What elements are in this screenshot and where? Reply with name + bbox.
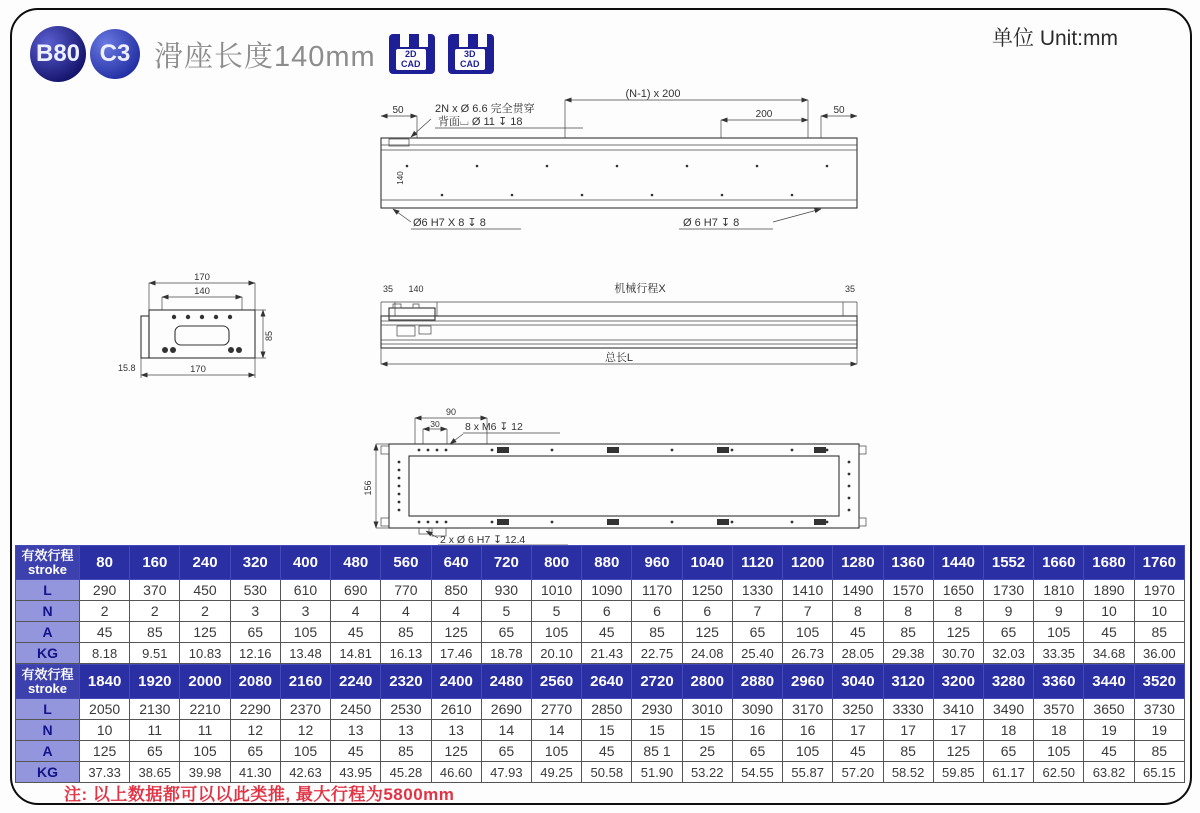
a-value-cell: 105	[1034, 622, 1084, 643]
stroke-value-cell: 2960	[783, 665, 833, 699]
l-value-cell: 1010	[531, 580, 581, 601]
l-value-cell: 2850	[582, 699, 632, 720]
a-value-cell: 125	[431, 741, 481, 762]
stroke-value-cell: 2800	[682, 665, 732, 699]
stroke-value-cell: 1120	[732, 546, 782, 580]
n-value-cell: 7	[783, 601, 833, 622]
l-value-cell: 530	[230, 580, 280, 601]
screw-note: 8 x M6 ↧ 12	[465, 421, 523, 433]
a-value-cell: 25	[682, 741, 732, 762]
a-value-cell: 105	[280, 622, 330, 643]
a-value-cell: 85	[883, 741, 933, 762]
a-value-cell: 85	[1134, 741, 1184, 762]
dim-90: 90	[445, 407, 457, 417]
l-value-cell: 3330	[883, 699, 933, 720]
kg-value-cell: 13.48	[280, 643, 330, 664]
a-value-cell: 125	[80, 741, 130, 762]
l-value-cell: 1250	[682, 580, 732, 601]
model-badge: C3	[90, 29, 140, 79]
a-value-cell: 45	[80, 622, 130, 643]
row-label-a: A	[16, 622, 80, 643]
row-n	[16, 601, 1185, 622]
top-view-drawing	[373, 86, 865, 236]
stroke-table-block-2	[15, 664, 1185, 783]
cross-section-drawing	[116, 270, 281, 388]
row-label-l: L	[16, 580, 80, 601]
kg-value-cell: 38.65	[130, 762, 180, 783]
a-value-cell: 45	[1084, 622, 1134, 643]
stroke-header-row	[16, 665, 1185, 699]
n-value-cell: 6	[632, 601, 682, 622]
n-value-cell: 13	[331, 720, 381, 741]
n-value-cell: 4	[431, 601, 481, 622]
stroke-value-cell: 960	[632, 546, 682, 580]
a-value-cell: 105	[783, 741, 833, 762]
kg-value-cell: 58.52	[883, 762, 933, 783]
l-value-cell: 930	[481, 580, 531, 601]
a-value-cell: 65	[732, 622, 782, 643]
n-value-cell: 11	[180, 720, 230, 741]
a-value-cell: 85	[632, 622, 682, 643]
stroke-value-cell: 3040	[833, 665, 883, 699]
a-value-cell: 105	[531, 741, 581, 762]
kg-value-cell: 17.46	[431, 643, 481, 664]
dim-140: 140	[194, 286, 210, 297]
stroke-value-cell: 1920	[130, 665, 180, 699]
row-label-kg: KG	[16, 762, 80, 783]
cad-3d-icon[interactable]	[448, 34, 494, 74]
kg-value-cell: 16.13	[381, 643, 431, 664]
cad-2d-label	[396, 49, 426, 70]
a-value-cell: 45	[833, 622, 883, 643]
a-value-cell: 65	[983, 622, 1033, 643]
dim-140-carriage: 140	[408, 284, 424, 294]
kg-value-cell: 10.83	[180, 643, 230, 664]
n-value-cell: 19	[1084, 720, 1134, 741]
stroke-value-cell: 80	[80, 546, 130, 580]
stroke-value-cell: 2720	[632, 665, 682, 699]
n-value-cell: 15	[582, 720, 632, 741]
side-view-drawing	[373, 276, 865, 374]
kg-value-cell: 50.58	[582, 762, 632, 783]
l-value-cell: 1730	[983, 580, 1033, 601]
l-value-cell: 3570	[1034, 699, 1084, 720]
l-value-cell: 770	[381, 580, 431, 601]
l-value-cell: 2050	[80, 699, 130, 720]
n-value-cell: 14	[531, 720, 581, 741]
l-value-cell: 1410	[783, 580, 833, 601]
n-value-cell: 14	[481, 720, 531, 741]
row-n	[16, 720, 1185, 741]
dim-156: 156	[363, 480, 373, 496]
stroke-value-cell: 640	[431, 546, 481, 580]
dim-35-left: 35	[382, 284, 394, 294]
cad-3d-line2: CAD	[459, 58, 480, 69]
a-value-cell: 65	[983, 741, 1033, 762]
stroke-row-label: 有效行程 stroke	[16, 546, 80, 580]
row-a	[16, 622, 1185, 643]
kg-value-cell: 61.17	[983, 762, 1033, 783]
total-length-label: 总长L	[604, 352, 634, 364]
stroke-value-cell: 1760	[1134, 546, 1184, 580]
kg-value-cell: 41.30	[230, 762, 280, 783]
a-value-cell: 65	[481, 741, 531, 762]
n-value-cell: 10	[1084, 601, 1134, 622]
hole-note-line2: 背面⌴ Ø 11 ↧ 18	[438, 116, 523, 128]
l-value-cell: 1650	[933, 580, 983, 601]
series-badge: B80	[30, 26, 86, 82]
n-value-cell: 2	[80, 601, 130, 622]
n-value-cell: 16	[732, 720, 782, 741]
n-value-cell: 10	[80, 720, 130, 741]
stroke-value-cell: 240	[180, 546, 230, 580]
cad-icon-notch	[419, 34, 428, 47]
l-value-cell: 450	[180, 580, 230, 601]
kg-value-cell: 25.40	[732, 643, 782, 664]
kg-value-cell: 37.33	[80, 762, 130, 783]
row-l	[16, 580, 1185, 601]
a-value-cell: 105	[531, 622, 581, 643]
l-value-cell: 1170	[632, 580, 682, 601]
stroke-value-cell: 2240	[331, 665, 381, 699]
stroke-value-cell: 2000	[180, 665, 230, 699]
a-value-cell: 65	[130, 741, 180, 762]
a-value-cell: 45	[1084, 741, 1134, 762]
stroke-value-cell: 1440	[933, 546, 983, 580]
kg-value-cell: 24.08	[682, 643, 732, 664]
n-value-cell: 15	[682, 720, 732, 741]
stroke-row-label: 有效行程 stroke	[16, 665, 80, 699]
l-value-cell: 3010	[682, 699, 732, 720]
stroke-value-cell: 1360	[883, 546, 933, 580]
l-value-cell: 3490	[983, 699, 1033, 720]
a-value-cell: 85	[1134, 622, 1184, 643]
stroke-value-cell: 1280	[833, 546, 883, 580]
l-value-cell: 2770	[531, 699, 581, 720]
stroke-value-cell: 1200	[783, 546, 833, 580]
n-value-cell: 16	[783, 720, 833, 741]
a-value-cell: 105	[180, 741, 230, 762]
stroke-table-block-1	[15, 545, 1185, 664]
l-value-cell: 1490	[833, 580, 883, 601]
n-value-cell: 2	[130, 601, 180, 622]
l-value-cell: 3090	[732, 699, 782, 720]
n-value-cell: 9	[983, 601, 1033, 622]
kg-value-cell: 54.55	[732, 762, 782, 783]
n-value-cell: 7	[732, 601, 782, 622]
n-value-cell: 18	[1034, 720, 1084, 741]
l-value-cell: 2610	[431, 699, 481, 720]
dim-170-top: 170	[194, 272, 210, 283]
kg-value-cell: 29.38	[883, 643, 933, 664]
cad-3d-line1: 3D	[463, 49, 476, 60]
pin-note-right: Ø 6 H7 ↧ 8	[683, 217, 740, 229]
a-value-cell: 85	[381, 741, 431, 762]
stroke-value-cell: 3120	[883, 665, 933, 699]
a-value-cell: 125	[933, 741, 983, 762]
kg-value-cell: 43.95	[331, 762, 381, 783]
header-brand	[30, 26, 494, 82]
n-value-cell: 5	[481, 601, 531, 622]
kg-value-cell: 33.35	[1034, 643, 1084, 664]
a-value-cell: 85	[381, 622, 431, 643]
l-value-cell: 2450	[331, 699, 381, 720]
kg-value-cell: 18.78	[481, 643, 531, 664]
kg-value-cell: 49.25	[531, 762, 581, 783]
stroke-tables	[15, 545, 1185, 783]
dim-30: 30	[430, 419, 440, 429]
a-value-cell: 45	[582, 622, 632, 643]
kg-value-cell: 55.87	[783, 762, 833, 783]
n-value-cell: 4	[381, 601, 431, 622]
n-value-cell: 3	[280, 601, 330, 622]
kg-value-cell: 34.68	[1084, 643, 1134, 664]
a-value-cell: 65	[481, 622, 531, 643]
hole-note-line1: 2N x Ø 6.6 完全贯穿	[435, 103, 535, 115]
dim-50-right: 50	[833, 105, 845, 116]
row-label-l: L	[16, 699, 80, 720]
l-value-cell: 2130	[130, 699, 180, 720]
n-value-cell: 5	[531, 601, 581, 622]
n-value-cell: 8	[833, 601, 883, 622]
a-value-cell: 125	[933, 622, 983, 643]
l-value-cell: 1330	[732, 580, 782, 601]
l-value-cell: 3410	[933, 699, 983, 720]
stroke-value-cell: 400	[280, 546, 330, 580]
l-value-cell: 3650	[1084, 699, 1134, 720]
stroke-value-cell: 2320	[381, 665, 431, 699]
stroke-value-cell: 2880	[732, 665, 782, 699]
dim-200: 200	[755, 109, 773, 120]
stroke-value-cell: 800	[531, 546, 581, 580]
a-value-cell: 65	[230, 741, 280, 762]
kg-value-cell: 57.20	[833, 762, 883, 783]
n-value-cell: 15	[632, 720, 682, 741]
l-value-cell: 1570	[883, 580, 933, 601]
kg-value-cell: 12.16	[230, 643, 280, 664]
stroke-value-cell: 720	[481, 546, 531, 580]
stroke-value-cell: 1660	[1034, 546, 1084, 580]
l-value-cell: 610	[280, 580, 330, 601]
kg-value-cell: 51.90	[632, 762, 682, 783]
stroke-value-cell: 2640	[582, 665, 632, 699]
l-value-cell: 2690	[481, 699, 531, 720]
l-value-cell: 2210	[180, 699, 230, 720]
unit-label: 单位 Unit:mm	[992, 27, 1118, 50]
dim-85: 85	[264, 330, 274, 342]
cad-3d-label	[455, 49, 485, 70]
stroke-value-cell: 1840	[80, 665, 130, 699]
dim-35-right: 35	[844, 284, 856, 294]
kg-value-cell: 63.82	[1084, 762, 1134, 783]
dim-50-left: 50	[392, 105, 404, 116]
stroke-value-cell: 3280	[983, 665, 1033, 699]
n-value-cell: 12	[230, 720, 280, 741]
l-value-cell: 1810	[1034, 580, 1084, 601]
cad-icon-notch	[459, 34, 468, 47]
n-value-cell: 3	[230, 601, 280, 622]
n-value-cell: 17	[933, 720, 983, 741]
a-value-cell: 125	[682, 622, 732, 643]
n-value-cell: 13	[381, 720, 431, 741]
n-value-cell: 11	[130, 720, 180, 741]
l-value-cell: 1970	[1134, 580, 1184, 601]
kg-value-cell: 21.43	[582, 643, 632, 664]
stroke-value-cell: 560	[381, 546, 431, 580]
dim-140-vertical: 140	[396, 171, 405, 185]
n-value-cell: 6	[582, 601, 632, 622]
kg-value-cell: 32.03	[983, 643, 1033, 664]
l-value-cell: 3730	[1134, 699, 1184, 720]
l-value-cell: 2290	[230, 699, 280, 720]
a-value-cell: 45	[331, 741, 381, 762]
stroke-value-cell: 2160	[280, 665, 330, 699]
cad-2d-icon[interactable]	[389, 34, 435, 74]
a-value-cell: 65	[230, 622, 280, 643]
row-a	[16, 741, 1185, 762]
stroke-value-cell: 1040	[682, 546, 732, 580]
stroke-header-row	[16, 546, 1185, 580]
kg-value-cell: 30.70	[933, 643, 983, 664]
n-value-cell: 8	[883, 601, 933, 622]
row-label-n: N	[16, 601, 80, 622]
mech-stroke-label: 机械行程X	[614, 283, 666, 295]
stroke-value-cell: 320	[230, 546, 280, 580]
page-subtitle: 滑座长度140mm	[154, 40, 376, 73]
kg-value-cell: 39.98	[180, 762, 230, 783]
l-value-cell: 1890	[1084, 580, 1134, 601]
cad-icon-notch	[400, 34, 409, 47]
stroke-value-cell: 3200	[933, 665, 983, 699]
cad-2d-line2: CAD	[400, 58, 421, 69]
kg-value-cell: 8.18	[80, 643, 130, 664]
l-value-cell: 2930	[632, 699, 682, 720]
stroke-value-cell: 2080	[230, 665, 280, 699]
kg-value-cell: 65.15	[1134, 762, 1184, 783]
a-value-cell: 85	[883, 622, 933, 643]
a-value-cell: 125	[180, 622, 230, 643]
kg-value-cell: 36.00	[1134, 643, 1184, 664]
row-label-a: A	[16, 741, 80, 762]
n-value-cell: 9	[1034, 601, 1084, 622]
n-value-cell: 17	[883, 720, 933, 741]
a-value-cell: 45	[833, 741, 883, 762]
pin-note-left: Ø6 H7 X 8 ↧ 8	[413, 217, 486, 229]
row-l	[16, 699, 1185, 720]
l-value-cell: 3170	[783, 699, 833, 720]
stroke-value-cell: 2400	[431, 665, 481, 699]
n-value-cell: 6	[682, 601, 732, 622]
a-value-cell: 85 1	[632, 741, 682, 762]
row-label-kg: KG	[16, 643, 80, 664]
stroke-value-cell: 880	[582, 546, 632, 580]
stroke-value-cell: 1680	[1084, 546, 1134, 580]
dim-pitch: (N-1) x 200	[625, 88, 681, 100]
l-value-cell: 1090	[582, 580, 632, 601]
n-value-cell: 13	[431, 720, 481, 741]
n-value-cell: 17	[833, 720, 883, 741]
kg-value-cell: 20.10	[531, 643, 581, 664]
n-value-cell: 19	[1134, 720, 1184, 741]
a-value-cell: 45	[582, 741, 632, 762]
kg-value-cell: 14.81	[331, 643, 381, 664]
l-value-cell: 2370	[280, 699, 330, 720]
l-value-cell: 370	[130, 580, 180, 601]
kg-value-cell: 47.93	[481, 762, 531, 783]
kg-value-cell: 22.75	[632, 643, 682, 664]
stroke-value-cell: 2560	[531, 665, 581, 699]
stroke-value-cell: 160	[130, 546, 180, 580]
kg-value-cell: 46.60	[431, 762, 481, 783]
n-value-cell: 2	[180, 601, 230, 622]
kg-value-cell: 9.51	[130, 643, 180, 664]
kg-value-cell: 42.63	[280, 762, 330, 783]
l-value-cell: 290	[80, 580, 130, 601]
n-value-cell: 10	[1134, 601, 1184, 622]
l-value-cell: 3250	[833, 699, 883, 720]
stroke-value-cell: 3440	[1084, 665, 1134, 699]
cad-2d-line1: 2D	[404, 49, 417, 60]
a-value-cell: 105	[1034, 741, 1084, 762]
kg-value-cell: 28.05	[833, 643, 883, 664]
bottom-view-drawing	[362, 408, 867, 548]
stroke-value-cell: 3360	[1034, 665, 1084, 699]
kg-value-cell: 45.28	[381, 762, 431, 783]
n-value-cell: 12	[280, 720, 330, 741]
a-value-cell: 45	[331, 622, 381, 643]
row-label-n: N	[16, 720, 80, 741]
kg-value-cell: 59.85	[933, 762, 983, 783]
l-value-cell: 690	[331, 580, 381, 601]
cad-icon-notch	[478, 34, 487, 47]
a-value-cell: 105	[280, 741, 330, 762]
dim-170-bottom: 170	[190, 364, 206, 375]
l-value-cell: 2530	[381, 699, 431, 720]
stroke-value-cell: 480	[331, 546, 381, 580]
a-value-cell: 125	[431, 622, 481, 643]
stroke-value-cell: 1552	[983, 546, 1033, 580]
stroke-value-cell: 3520	[1134, 665, 1184, 699]
a-value-cell: 85	[130, 622, 180, 643]
n-value-cell: 4	[331, 601, 381, 622]
row-kg	[16, 643, 1185, 664]
footnote: 注: 以上数据都可以以此类推, 最大行程为5800mm	[64, 785, 455, 804]
a-value-cell: 65	[732, 741, 782, 762]
kg-value-cell: 26.73	[783, 643, 833, 664]
n-value-cell: 8	[933, 601, 983, 622]
pin-note: 2 x Ø 6 H7 ↧ 12.4	[440, 534, 526, 546]
a-value-cell: 105	[783, 622, 833, 643]
dim-15-8: 15.8	[118, 363, 136, 373]
kg-value-cell: 53.22	[682, 762, 732, 783]
l-value-cell: 850	[431, 580, 481, 601]
n-value-cell: 18	[983, 720, 1033, 741]
stroke-value-cell: 2480	[481, 665, 531, 699]
kg-value-cell: 62.50	[1034, 762, 1084, 783]
